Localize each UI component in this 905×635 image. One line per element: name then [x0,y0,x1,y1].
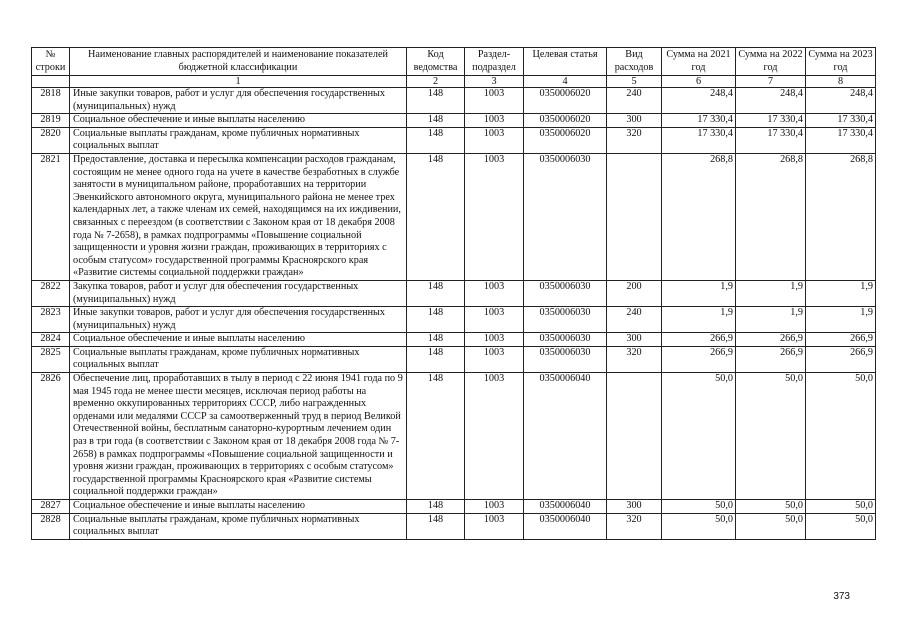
expense-type-cell: 320 [607,127,662,153]
sum-2022-cell: 268,8 [736,153,806,280]
sum-2021-cell: 50,0 [662,513,736,539]
section-cell: 1003 [465,114,524,128]
row-number-cell: 2820 [32,127,70,153]
table-row [32,346,876,372]
section-cell: 1003 [465,307,524,333]
department-code-cell: 148 [407,373,465,500]
row-name-cell: Социальное обеспечение и иные выплаты населению [70,333,407,347]
column-number: 4 [524,76,607,88]
row-name-cell: Социальные выплаты гражданам, кроме публичных нормативных социальных выплат [70,127,407,153]
header-row-number: № строки [32,48,70,76]
row-number-cell: 2823 [32,307,70,333]
target-article-cell: 0350006030 [524,333,607,347]
column-number: 1 [70,76,407,88]
row-number-cell: 2824 [32,333,70,347]
target-article-cell: 0350006030 [524,307,607,333]
sum-2021-cell: 1,9 [662,280,736,306]
department-code-cell: 148 [407,307,465,333]
sum-2021-cell: 268,8 [662,153,736,280]
table-row [32,373,876,500]
sum-2023-cell: 1,9 [806,280,876,306]
column-number-row [32,76,876,88]
expense-type-cell [607,153,662,280]
department-code-cell: 148 [407,153,465,280]
row-name-cell: Обеспечение лиц, проработавших в тылу в период с 22 июня 1941 года по 9 мая 1945 года не менее шести месяцев, исключая период работы на временно оккупированных территориях СССР, либо награжденных орденами или медалями СССР за самоотверженный труд в период Великой Отечественной войны, бесплатным санаторно-курортным лечением один раз в три года (в соответствии с Законом края от 18 декабря 2008 года № 7-2658) в рамках подпрограммы «Повышение социальной защищенности и уровня жизни граждан, проживающих в территориях с особым статусом» государственной программы Красноярского края «Развитие системы социальной поддержки граждан» [70,373,407,500]
sum-2021-cell: 50,0 [662,373,736,500]
table-row [32,333,876,347]
expense-type-cell: 300 [607,500,662,514]
row-name-cell: Социальные выплаты гражданам, кроме публичных нормативных социальных выплат [70,513,407,539]
column-number: 3 [465,76,524,88]
column-number: 5 [607,76,662,88]
row-number-cell: 2819 [32,114,70,128]
sum-2022-cell: 1,9 [736,307,806,333]
department-code-cell: 148 [407,88,465,114]
sum-2023-cell: 17 330,4 [806,114,876,128]
sum-2022-cell: 50,0 [736,513,806,539]
expense-type-cell: 300 [607,114,662,128]
column-number: 7 [736,76,806,88]
header-sum-2021: Сумма на 2021 год [662,48,736,76]
table-row [32,153,876,280]
sum-2023-cell: 50,0 [806,373,876,500]
sum-2022-cell: 248,4 [736,88,806,114]
target-article-cell: 0350006020 [524,127,607,153]
sum-2023-cell: 266,9 [806,333,876,347]
table-row [32,114,876,128]
sum-2023-cell: 50,0 [806,513,876,539]
sum-2021-cell: 50,0 [662,500,736,514]
sum-2022-cell: 17 330,4 [736,127,806,153]
sum-2022-cell: 50,0 [736,500,806,514]
header-name: Наименование главных распорядителей и наименование показателей бюджетной классификации [70,48,407,76]
department-code-cell: 148 [407,513,465,539]
row-name-cell: Предоставление, доставка и пересылка компенсации расходов гражданам, состоящим не менее одного года на учете в качестве безработных в службе занятости в муниципальном районе, проработавших на территории Эвенкийского автономного округа, муниципального района не менее трех календарных лет, а также членам их семей, находящимся на их иждивении, связанных с переездом (в соответствии с Законом края от 18 декабря 2008 года № 7-2658), в рамках подпрограммы «Повышение социальной защищенности и уровня жизни граждан, проживающих в территориях с особым статусом» государственной программы Красноярского края «Развитие системы социальной поддержки граждан» [70,153,407,280]
row-name-cell: Социальное обеспечение и иные выплаты населению [70,500,407,514]
table-row [32,88,876,114]
row-name-cell: Социальные выплаты гражданам, кроме публичных нормативных социальных выплат [70,346,407,372]
row-name-cell: Иные закупки товаров, работ и услуг для обеспечения государственных (муниципальных) нужд [70,88,407,114]
sum-2023-cell: 17 330,4 [806,127,876,153]
row-number-cell: 2827 [32,500,70,514]
page-number: 373 [833,591,850,602]
header-sum-2022: Сумма на 2022 год [736,48,806,76]
sum-2022-cell: 1,9 [736,280,806,306]
row-number-cell: 2821 [32,153,70,280]
row-name-cell: Закупка товаров, работ и услуг для обеспечения государственных (муниципальных) нужд [70,280,407,306]
row-number-cell: 2826 [32,373,70,500]
expense-type-cell: 320 [607,346,662,372]
department-code-cell: 148 [407,500,465,514]
expense-type-cell: 320 [607,513,662,539]
section-cell: 1003 [465,346,524,372]
row-number-cell: 2828 [32,513,70,539]
header-department-code: Код ведомства [407,48,465,76]
column-number: 2 [407,76,465,88]
section-cell: 1003 [465,373,524,500]
sum-2021-cell: 17 330,4 [662,127,736,153]
table-row [32,280,876,306]
section-cell: 1003 [465,513,524,539]
target-article-cell: 0350006030 [524,346,607,372]
expense-type-cell: 240 [607,307,662,333]
section-cell: 1003 [465,500,524,514]
expense-type-cell: 240 [607,88,662,114]
section-cell: 1003 [465,333,524,347]
sum-2021-cell: 17 330,4 [662,114,736,128]
section-cell: 1003 [465,127,524,153]
table-row [32,500,876,514]
column-number: 8 [806,76,876,88]
target-article-cell: 0350006040 [524,513,607,539]
target-article-cell: 0350006030 [524,153,607,280]
row-number-cell: 2822 [32,280,70,306]
sum-2022-cell: 266,9 [736,333,806,347]
table-row [32,127,876,153]
target-article-cell: 0350006040 [524,373,607,500]
section-cell: 1003 [465,153,524,280]
target-article-cell: 0350006030 [524,280,607,306]
sum-2021-cell: 248,4 [662,88,736,114]
expense-type-cell [607,373,662,500]
header-target-article: Целевая статья [524,48,607,76]
sum-2023-cell: 248,4 [806,88,876,114]
sum-2022-cell: 17 330,4 [736,114,806,128]
row-name-cell: Иные закупки товаров, работ и услуг для обеспечения государственных (муниципальных) нужд [70,307,407,333]
department-code-cell: 148 [407,127,465,153]
expense-type-cell: 200 [607,280,662,306]
section-cell: 1003 [465,88,524,114]
sum-2023-cell: 1,9 [806,307,876,333]
sum-2021-cell: 266,9 [662,346,736,372]
header-section: Раздел-подраздел [465,48,524,76]
target-article-cell: 0350006020 [524,114,607,128]
department-code-cell: 148 [407,280,465,306]
sum-2021-cell: 1,9 [662,307,736,333]
budget-table [31,47,876,540]
header-sum-2023: Сумма на 2023 год [806,48,876,76]
department-code-cell: 148 [407,333,465,347]
column-number [32,76,70,88]
header-row [32,48,876,76]
header-expense-type: Вид расходов [607,48,662,76]
row-number-cell: 2818 [32,88,70,114]
sum-2022-cell: 266,9 [736,346,806,372]
target-article-cell: 0350006020 [524,88,607,114]
sum-2023-cell: 50,0 [806,500,876,514]
sum-2023-cell: 268,8 [806,153,876,280]
section-cell: 1003 [465,280,524,306]
sum-2021-cell: 266,9 [662,333,736,347]
sum-2023-cell: 266,9 [806,346,876,372]
department-code-cell: 148 [407,346,465,372]
target-article-cell: 0350006040 [524,500,607,514]
sum-2022-cell: 50,0 [736,373,806,500]
expense-type-cell: 300 [607,333,662,347]
row-number-cell: 2825 [32,346,70,372]
table-row [32,307,876,333]
department-code-cell: 148 [407,114,465,128]
column-number: 6 [662,76,736,88]
table-row [32,513,876,539]
row-name-cell: Социальное обеспечение и иные выплаты населению [70,114,407,128]
